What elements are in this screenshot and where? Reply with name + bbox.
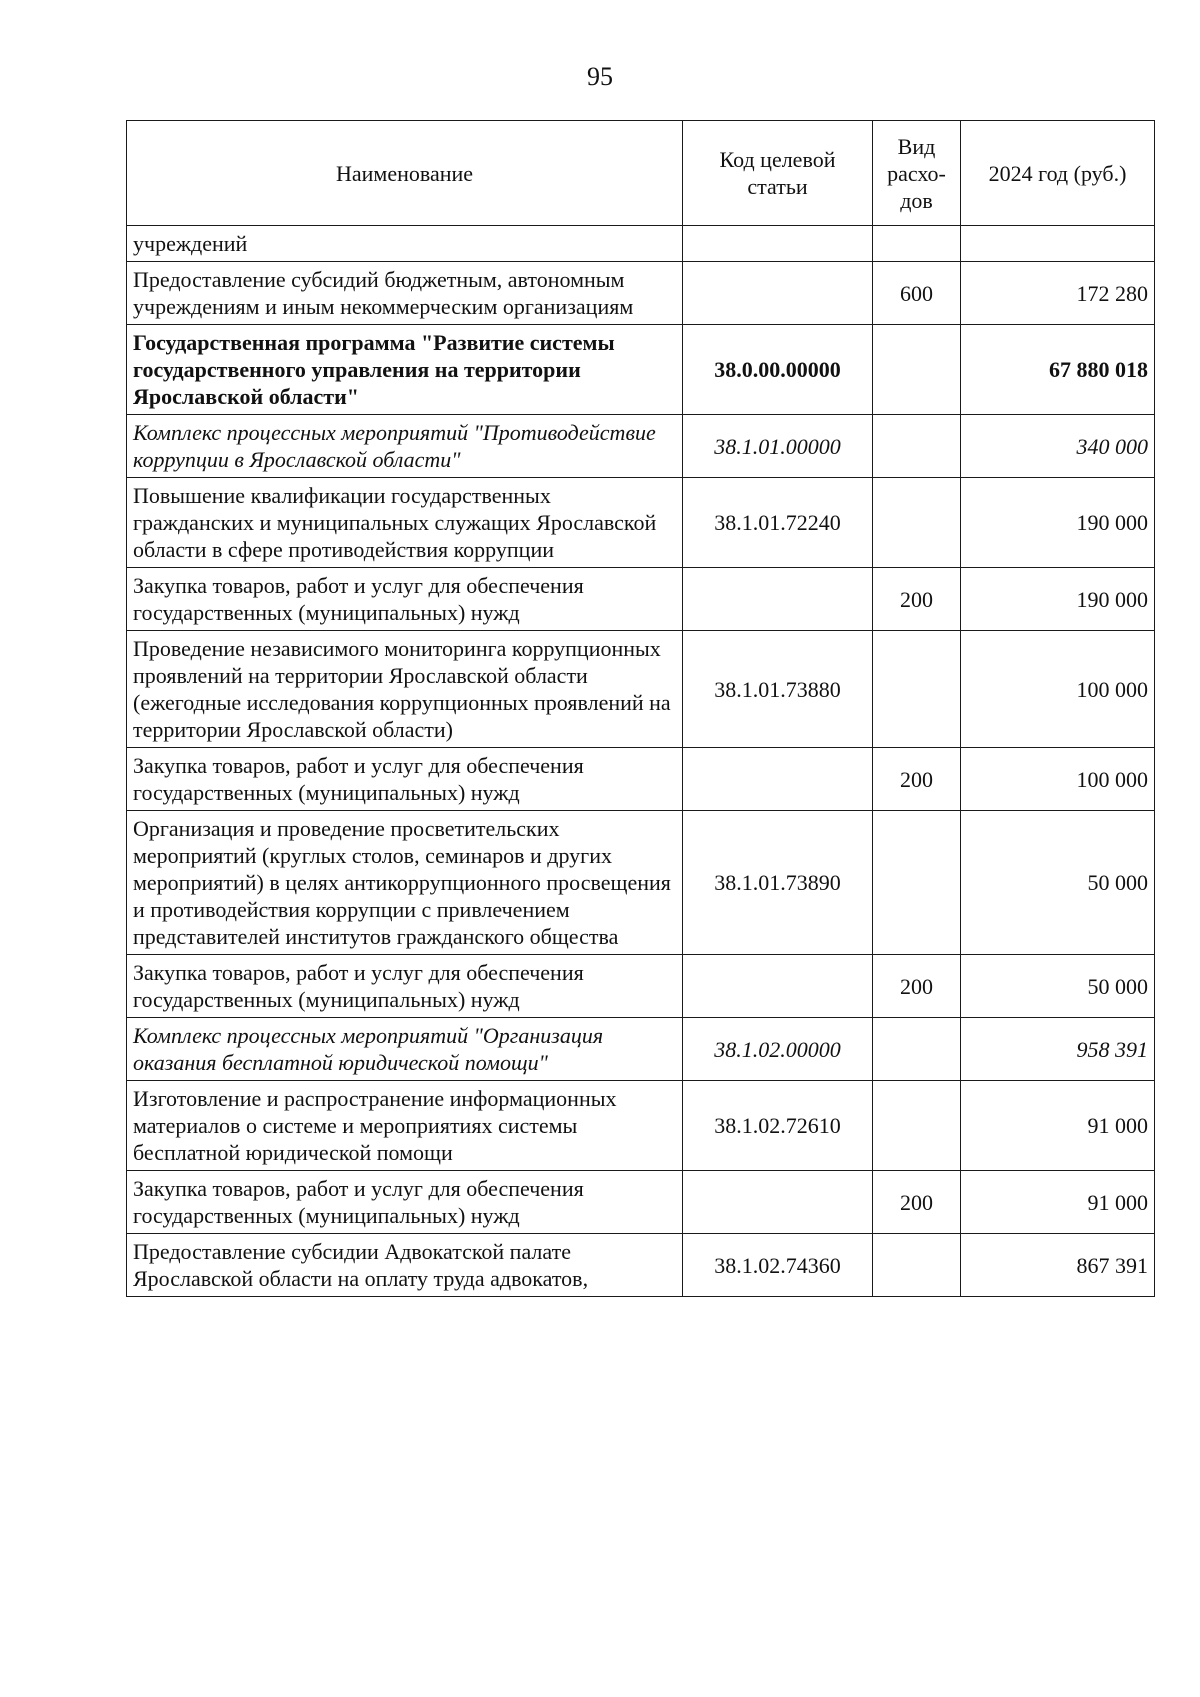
- header-type: Вид расхо-дов: [873, 121, 961, 226]
- cell-name: Закупка товаров, работ и услуг для обеспечения государственных (муниципальных) нужд: [127, 748, 683, 811]
- cell-code: 38.0.00.00000: [683, 325, 873, 415]
- header-row: [127, 121, 1155, 226]
- table-row: [127, 226, 1155, 262]
- page-number: 95: [587, 62, 613, 91]
- table-row: [127, 478, 1155, 568]
- cell-type: [873, 1234, 961, 1297]
- cell-type: 200: [873, 1171, 961, 1234]
- cell-name: Изготовление и распространение информационных материалов о системе и мероприятиях системы бесплатной юридической помощи: [127, 1081, 683, 1171]
- header-name: Наименование: [127, 121, 683, 226]
- cell-name: Проведение независимого мониторинга коррупционных проявлений на территории Ярославской области (ежегодные исследования коррупционных проявлений на территории Ярославской области): [127, 631, 683, 748]
- cell-type: [873, 631, 961, 748]
- cell-code: 38.1.01.73890: [683, 811, 873, 955]
- cell-type: [873, 1081, 961, 1171]
- cell-code: [683, 748, 873, 811]
- table-row: [127, 1018, 1155, 1081]
- cell-type: 200: [873, 955, 961, 1018]
- cell-amount: 91 000: [961, 1081, 1155, 1171]
- cell-code: [683, 226, 873, 262]
- cell-amount: 958 391: [961, 1018, 1155, 1081]
- table-row: [127, 631, 1155, 748]
- cell-name: Закупка товаров, работ и услуг для обеспечения государственных (муниципальных) нужд: [127, 955, 683, 1018]
- cell-code: 38.1.01.73880: [683, 631, 873, 748]
- cell-name: Комплекс процессных мероприятий "Организация оказания бесплатной юридической помощи": [127, 1018, 683, 1081]
- cell-type: [873, 415, 961, 478]
- table-row: [127, 1171, 1155, 1234]
- table-row: [127, 1081, 1155, 1171]
- cell-code: [683, 955, 873, 1018]
- cell-code: [683, 568, 873, 631]
- cell-amount: [961, 226, 1155, 262]
- table-row: [127, 1234, 1155, 1297]
- table-row: [127, 568, 1155, 631]
- cell-code: 38.1.02.74360: [683, 1234, 873, 1297]
- cell-type: 200: [873, 568, 961, 631]
- cell-amount: 91 000: [961, 1171, 1155, 1234]
- header-amount: 2024 год (руб.): [961, 121, 1155, 226]
- cell-code: [683, 1171, 873, 1234]
- header-code: Код целевой статьи: [683, 121, 873, 226]
- cell-type: [873, 325, 961, 415]
- cell-name: Предоставление субсидии Адвокатской палате Ярославской области на оплату труда адвокатов,: [127, 1234, 683, 1297]
- cell-name: Комплекс процессных мероприятий "Противодействие коррупции в Ярославской области": [127, 415, 683, 478]
- cell-name: Закупка товаров, работ и услуг для обеспечения государственных (муниципальных) нужд: [127, 568, 683, 631]
- cell-code: [683, 262, 873, 325]
- cell-code: 38.1.02.72610: [683, 1081, 873, 1171]
- cell-name: Предоставление субсидий бюджетным, автономным учреждениям и иным некоммерческим организациям: [127, 262, 683, 325]
- cell-type: [873, 1018, 961, 1081]
- table-row: [127, 955, 1155, 1018]
- cell-type: [873, 226, 961, 262]
- cell-amount: 50 000: [961, 811, 1155, 955]
- cell-amount: 50 000: [961, 955, 1155, 1018]
- cell-name: Организация и проведение просветительских мероприятий (круглых столов, семинаров и других мероприятий) в целях антикоррупционного просвещения и противодействия коррупции с привлечением представителей институтов гражданского общества: [127, 811, 683, 955]
- cell-amount: 100 000: [961, 748, 1155, 811]
- cell-code: 38.1.01.72240: [683, 478, 873, 568]
- cell-name: Закупка товаров, работ и услуг для обеспечения государственных (муниципальных) нужд: [127, 1171, 683, 1234]
- cell-amount: 340 000: [961, 415, 1155, 478]
- cell-amount: 67 880 018: [961, 325, 1155, 415]
- table-body: [127, 226, 1155, 1297]
- cell-amount: 190 000: [961, 478, 1155, 568]
- cell-type: [873, 811, 961, 955]
- cell-amount: 172 280: [961, 262, 1155, 325]
- cell-code: 38.1.01.00000: [683, 415, 873, 478]
- table-row: [127, 415, 1155, 478]
- cell-type: [873, 478, 961, 568]
- cell-amount: 100 000: [961, 631, 1155, 748]
- table-row: [127, 811, 1155, 955]
- cell-name: Государственная программа "Развитие системы государственного управления на территории Ярославской области": [127, 325, 683, 415]
- budget-table: [126, 120, 1155, 1297]
- cell-type: 600: [873, 262, 961, 325]
- cell-code: 38.1.02.00000: [683, 1018, 873, 1081]
- table-row: [127, 748, 1155, 811]
- table-row: [127, 325, 1155, 415]
- cell-name: Повышение квалификации государственных гражданских и муниципальных служащих Ярославской области в сфере противодействия коррупции: [127, 478, 683, 568]
- table-row: [127, 262, 1155, 325]
- cell-amount: 867 391: [961, 1234, 1155, 1297]
- cell-type: 200: [873, 748, 961, 811]
- cell-amount: 190 000: [961, 568, 1155, 631]
- cell-name: учреждений: [127, 226, 683, 262]
